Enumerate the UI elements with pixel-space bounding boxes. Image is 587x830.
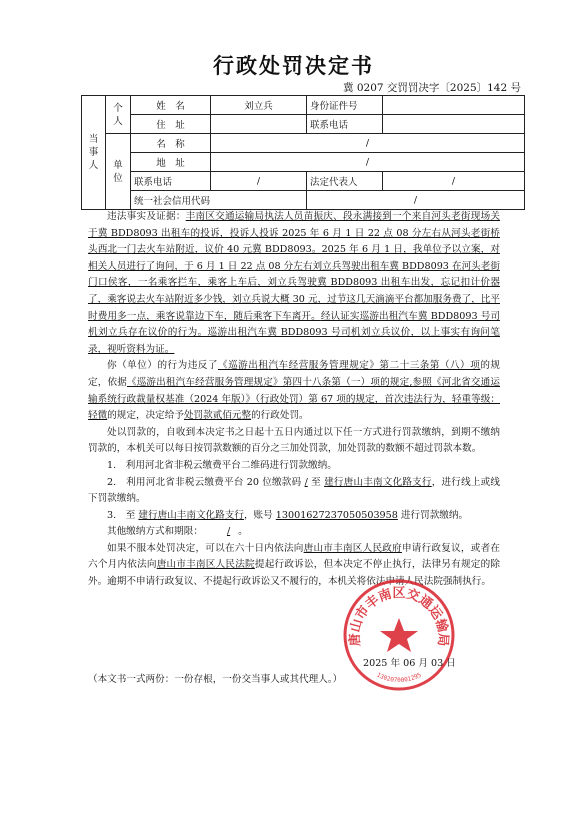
phone-label: 联系电话: [307, 115, 383, 134]
penalty-decision: 处罚款贰佰元整: [183, 410, 252, 422]
address-label: 住 址: [131, 115, 211, 134]
legal-rep-value: /: [383, 172, 525, 191]
violation-paragraph: [88, 358, 500, 424]
party-info-table: [81, 95, 525, 210]
legal-rep-label: 法定代表人: [307, 172, 383, 191]
payment-intro: 处以罚款的，自收到本决定书之日起十五日内通过以下任一方式进行罚款缴纳，到期不缴纳罚款的，本机关可以每日按罚款数额的百分之三加处罚款，加处罚款的数额不超过罚款本数。: [88, 426, 500, 455]
unit-address-label: 地 址: [131, 153, 211, 172]
decision-date: 2025 年 06 月 03 日: [363, 658, 456, 669]
facts-conclusion: 经认证实巡游出租汽车冀 BDD8093 号司机刘立兵存在议价的行为。巡游出租汽车冀 BDD8093 号司机刘立兵议价，以上事实有询问笔录，视听资料为证。: [88, 310, 500, 355]
payment-bank-3: 建行唐山丰南文化路支行: [138, 509, 244, 521]
document-title: 行政处罚决定书: [213, 54, 374, 78]
payment-other: 其他缴纳方式和期限： / 。: [107, 526, 248, 538]
appeal-court: 唐山市丰南区人民法院: [156, 559, 255, 571]
unit-address-value: /: [211, 153, 525, 172]
party-label: 当事人: [82, 96, 106, 210]
violation-text-4: 的行政处罚。: [251, 410, 309, 422]
violation-text-2: 的规定，依据: [88, 360, 501, 388]
payment-option-3-text: 3. 至: [107, 509, 136, 521]
appeal-government: 唐山市丰南区人民政府: [303, 542, 402, 554]
payment-bank: 建行唐山丰南文化路支行: [324, 476, 432, 488]
official-seal-stamp: [340, 576, 458, 694]
payment-code: /: [304, 476, 308, 488]
payment-option-2-text: 2. 利用河北省非税云缴费平台 20 位缴款码: [107, 476, 302, 488]
payment-option-3-tail: 进行罚款缴纳。: [400, 509, 469, 521]
payment-option-2-tail: ，进行线上或线下罚款缴纳。: [88, 476, 501, 505]
payment-option-3: [88, 508, 500, 525]
id-label: 身份证件号: [307, 96, 383, 115]
payment-option-3-account-label: ，账号: [243, 509, 273, 521]
bank-account-number: 13001627237050503958: [275, 509, 398, 521]
unit-name-label: 名 称: [131, 134, 211, 153]
footer-note: （本文书一式两份：一份存根，一份交当事人或其代理人。）: [88, 674, 343, 685]
phone-value: [383, 115, 525, 134]
seal-code: 1302070001295: [375, 671, 423, 684]
appeal-text-3: 提起行政诉讼，但本决定不停止执行，法律另有规定的除外。逾期不申请行政复议、不提起行政诉讼又不履行的，本机关将依法申请人民法院强制执行。: [88, 559, 501, 588]
unit-label: 单位: [106, 134, 131, 210]
payment-other-value: /: [226, 526, 231, 538]
decision-body: [88, 209, 500, 591]
appeal-text-1: 如果不服本处罚决定，可以在六十日内依法向: [107, 542, 304, 554]
seal-text: 唐山市丰南区交通运输局: [347, 586, 451, 647]
payment-option-2: [88, 475, 500, 508]
violation-text-3: 的规定，决定给予: [107, 410, 184, 422]
name-label: 姓 名: [131, 96, 211, 115]
credit-code-label: 统一社会信用代码: [131, 191, 307, 210]
individual-label: 个人: [106, 96, 131, 134]
seal-star-icon: [380, 618, 418, 652]
payment-other-label: 其他缴纳方式和期限：: [107, 526, 203, 538]
document-number: 冀 0207 交罚罚决字〔2025〕142 号: [343, 82, 521, 94]
credit-code-value: /: [307, 191, 525, 210]
appeal-text-2: 申请行政复议，或者在六个月内依法向: [88, 542, 501, 571]
facts-lead: 违法事实及证据：: [107, 211, 186, 222]
unit-name-value: /: [211, 134, 525, 153]
payment-option-2-to: 至: [311, 476, 321, 488]
id-value: [383, 96, 525, 115]
penalty-basis: 《巡游出租汽车经营服务管理规定》第四十八条第（一）项的规定,参照《河北省交通运输系统行政裁量权基准（2024 年版）》（行政处罚）第 67 项的规定，首次违法行为，轻重等级：轻微: [88, 376, 500, 422]
payment-option-1: 1. 利用河北省非税云缴费平台二维码进行罚款缴纳。: [107, 459, 337, 471]
facts-paragraph: [88, 209, 500, 358]
violation-text-1: 你（单位）的行为违反了: [107, 360, 218, 372]
unit-phone-value: /: [211, 172, 307, 191]
violated-regulation: 《巡游出租汽车经营服务管理规定》第二十三条第（八）项: [218, 360, 481, 372]
unit-phone-label: 联系电话: [131, 172, 211, 191]
address-value: [211, 115, 307, 134]
facts-text: 丰南区交通运输局执法人员苗振庆、段永满接到一个来自河头老街现场关于冀 BDD8093 出租车的投诉，投诉人投诉 2025 年 6 月 1 日 22 点 08 分左右从河头老街桥头西北一门去火车站附近，议价 40 元冀 BDD8093。2025 年 6 月 1 日，我单位予以立案，对相关人员进行了询问，于 6 月 1 日 22 点 08 分左右刘立兵驾驶出租车冀 BDD8093 在河头老街门口侯客，一名乘客拦车，乘客上车后，刘立兵驾驶冀 BDD8093 出租车出发，忘记扣计价器了，乘客说去火车站附近多少钱，刘立兵说大概 30 元，过节这几天滴滴平台都加服务费了，比平时费用多一点，乘客说靠边下车，随后乘客下车离开。: [88, 211, 501, 322]
name-value: 刘立兵: [211, 96, 307, 115]
